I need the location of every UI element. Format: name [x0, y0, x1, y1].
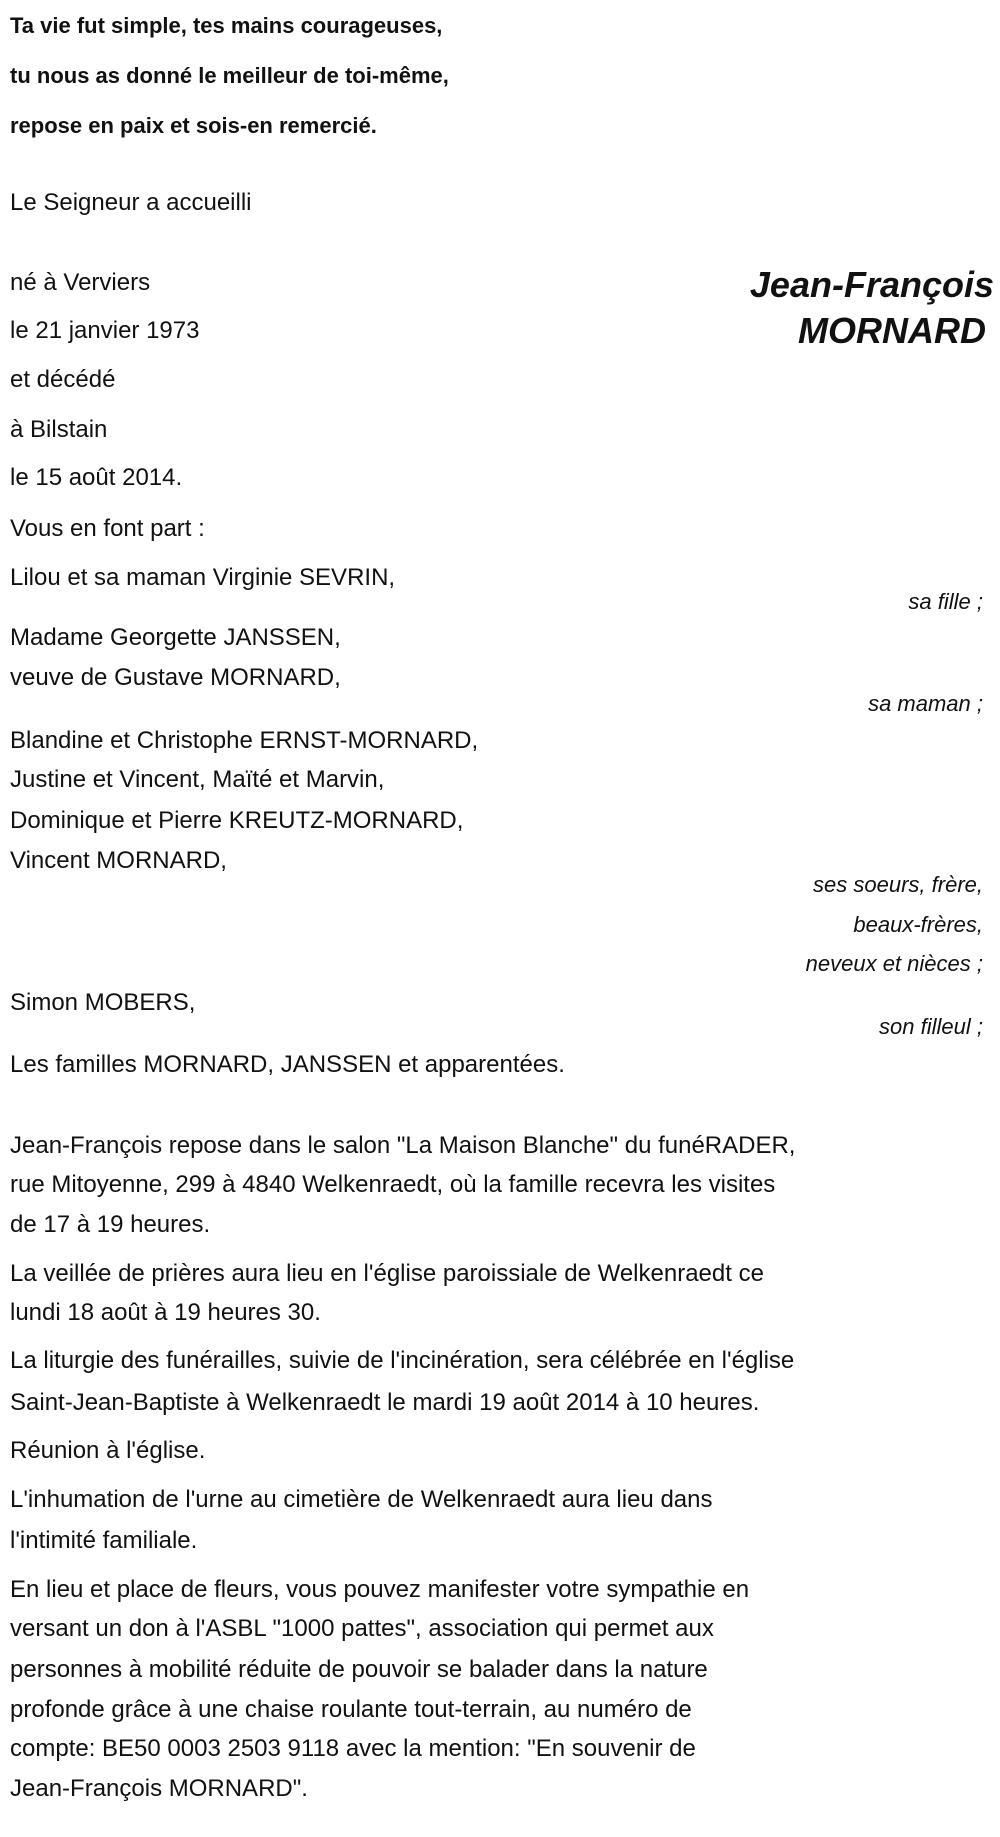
family-relation: ses soeurs, frère, [813, 872, 983, 897]
paragraph-line: Réunion à l'église. [10, 1437, 206, 1464]
paragraph-line: versant un don à l'ASBL "1000 pattes", association qui permet aux [10, 1615, 714, 1642]
deceased-first-name: Jean-François [749, 264, 994, 305]
paragraph-line: de 17 à 19 heures. [10, 1211, 211, 1238]
paragraph-line: La veillée de prières aura lieu en l'église paroissiale de Welkenraedt ce [10, 1260, 764, 1287]
epitaph-line: tu nous as donné le meilleur de toi-même, [10, 63, 449, 88]
family-relation: sa maman ; [868, 691, 983, 716]
date-line: le 21 janvier 1973 [10, 317, 200, 344]
paragraph-line: Jean-François repose dans le salon "La Maison Blanche" du funéRADER, [10, 1132, 796, 1159]
epitaph-line: repose en paix et sois-en remercié. [10, 113, 377, 138]
family-relation: beaux-frères, [853, 912, 983, 937]
family-relation: son filleul ; [879, 1014, 983, 1039]
paragraph-line: L'inhumation de l'urne au cimetière de Welkenraedt aura lieu dans [10, 1486, 713, 1513]
intro-text: Le Seigneur a accueilli [10, 189, 252, 216]
date-line: le 15 août 2014. [10, 464, 183, 491]
family-name: Madame Georgette JANSSEN, [10, 624, 341, 651]
paragraph-line: Jean-François MORNARD". [10, 1775, 308, 1802]
announce-text: Vous en font part : [10, 515, 205, 542]
paragraph-line: En lieu et place de fleurs, vous pouvez manifester votre sympathie en [10, 1576, 750, 1603]
family-name: Vincent MORNARD, [10, 847, 227, 874]
paragraph-line: Saint-Jean-Baptiste à Welkenraedt le mardi 19 août 2014 à 10 heures. [10, 1389, 760, 1416]
paragraph-line: rue Mitoyenne, 299 à 4840 Welkenraedt, où la famille recevra les visites [10, 1171, 776, 1198]
paragraph-line: profonde grâce à une chaise roulante tout-terrain, au numéro de [10, 1696, 692, 1723]
paragraph-line: l'intimité familiale. [10, 1527, 198, 1554]
family-relation: sa fille ; [908, 589, 983, 614]
family-name: Dominique et Pierre KREUTZ-MORNARD, [10, 807, 464, 834]
family-name: veuve de Gustave MORNARD, [10, 664, 341, 691]
family-name: Justine et Vincent, Maïté et Marvin, [10, 766, 385, 793]
family-name: Blandine et Christophe ERNST-MORNARD, [10, 727, 479, 754]
epitaph-line: Ta vie fut simple, tes mains courageuses, [10, 13, 443, 38]
paragraph-line: La liturgie des funérailles, suivie de l'incinération, sera célébrée en l'église [10, 1347, 795, 1374]
date-line: né à Verviers [10, 269, 151, 296]
family-name: Les familles MORNARD, JANSSEN et apparentées. [10, 1051, 565, 1078]
family-name: Simon MOBERS, [10, 989, 196, 1016]
deceased-last-name: MORNARD [798, 310, 986, 351]
date-line: et décédé [10, 366, 116, 393]
paragraph-line: compte: BE50 0003 2503 9118 avec la mention: "En souvenir de [10, 1735, 696, 1762]
family-relation: neveux et nièces ; [805, 951, 983, 976]
paragraph-line: personnes à mobilité réduite de pouvoir se balader dans la nature [10, 1656, 708, 1683]
paragraph-line: lundi 18 août à 19 heures 30. [10, 1299, 321, 1326]
family-name: Lilou et sa maman Virginie SEVRIN, [10, 564, 396, 591]
date-line: à Bilstain [10, 416, 108, 443]
